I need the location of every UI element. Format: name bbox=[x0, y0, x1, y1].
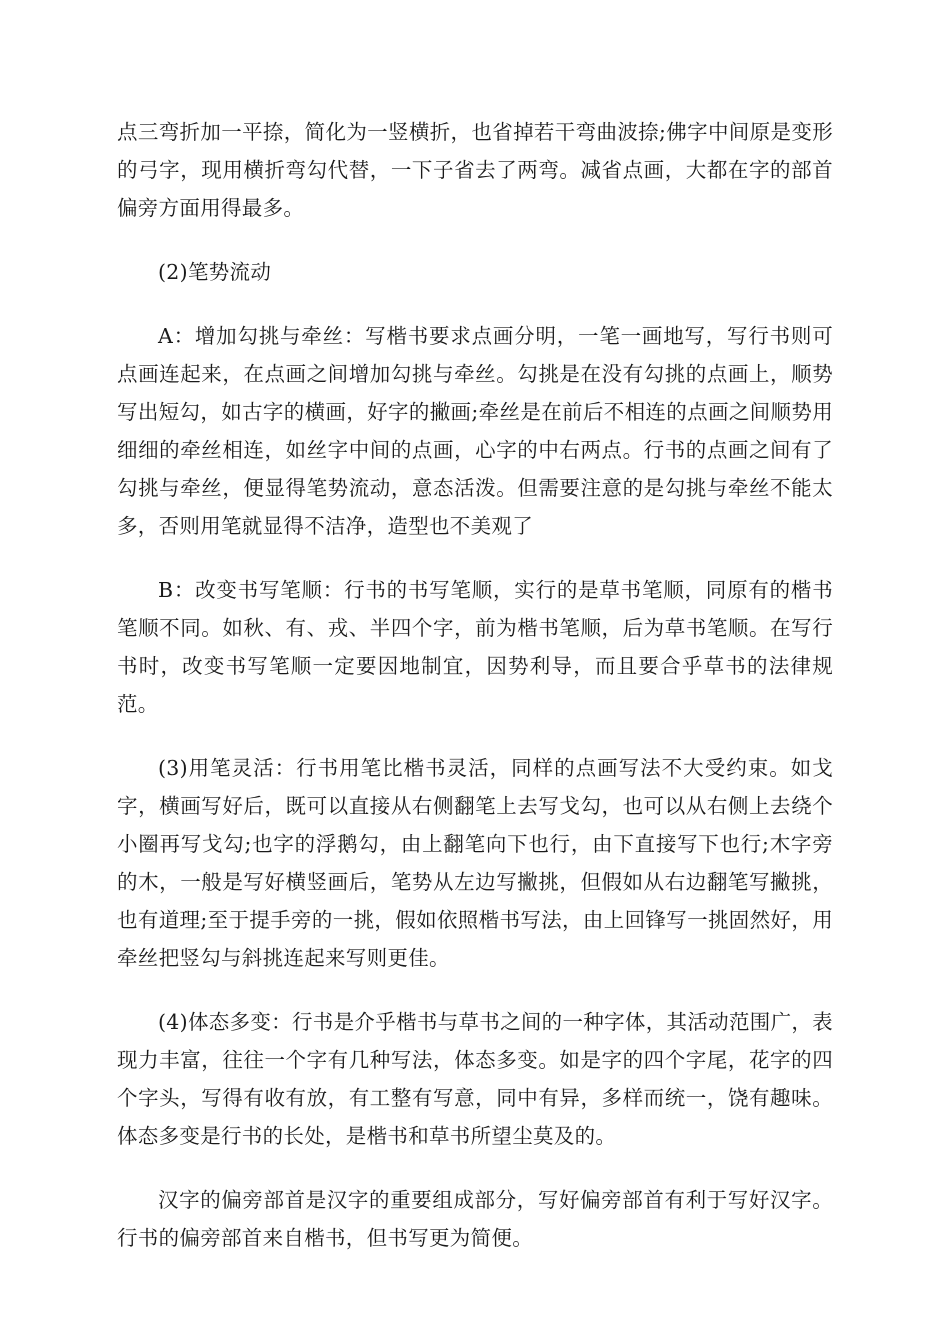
paragraph-hooks-and-ligatures: A：增加勾挑与牵丝：写楷书要求点画分明，一笔一画地写，写行书则可点画连起来，在点画之间增加勾挑与牵丝。勾挑是在没有勾挑的点画上，顺势写出短勾，如古字的横画，好字的撇画;牵丝是在前后不相连的点画之间顺势用细细的牵丝相连，如丝字中间的点画，心字的中右两点。行书的点画之间有了勾挑与牵丝，便显得笔势流动，意态活泼。但需要注意的是勾挑与牵丝不能太多，否则用笔就显得不洁净，造型也不美观了 bbox=[117, 324, 833, 538]
paragraph-varied-forms: (4)体态多变：行书是介乎楷书与草书之间的一种字体，其活动范围广，表现力丰富，往往一个字有几种写法，体态多变。如是字的四个字尾，花字的四个字头，写得有收有放，有工整有写意，同中有异，多样而统一，饶有趣味。体态多变是行书的长处，是楷书和草书所望尘莫及的。 bbox=[117, 1010, 833, 1148]
paragraph-radicals: 汉字的偏旁部首是汉字的重要组成部分，写好偏旁部首有利于写好汉字。行书的偏旁部首来自楷书，但书写更为简便。 bbox=[117, 1188, 833, 1250]
paragraph-stroke-order: B：改变书写笔顺：行书的书写笔顺，实行的是草书笔顺，同原有的楷书笔顺不同。如秋、有、戎、半四个字，前为楷书笔顺，后为草书笔顺。在写行书时，改变书写笔顺一定要因地制宜，因势利导，而且要合乎草书的法律规范。 bbox=[117, 578, 833, 716]
paragraph-flexible-brushwork: (3)用笔灵活：行书用笔比楷书灵活，同样的点画写法不大受约束。如戈字，横画写好后，既可以直接从右侧翻笔上去写戈勾，也可以从右侧上去绕个小圈再写戈勾;也字的浮鹅勾，由上翻笔向下也行，由下直接写下也行;木字旁的木，一般是写好横竖画后，笔势从左边写撇挑，但假如从右边翻笔写撇挑，也有道理;至于提手旁的一挑，假如依照楷书写法，由上回锋写一挑固然好，用牵丝把竖勾与斜挑连起来写则更佳。 bbox=[117, 756, 833, 970]
section-heading-brush-flow: (2)笔势流动 bbox=[158, 260, 272, 284]
paragraph-stroke-simplification-end: 点三弯折加一平捺，简化为一竖横折，也省掉若干弯曲波捺;佛字中间原是变形的弓字，现用横折弯勾代替，一下子省去了两弯。减省点画，大都在字的部首偏旁方面用得最多。 bbox=[117, 120, 833, 220]
document-body bbox=[117, 113, 833, 1257]
